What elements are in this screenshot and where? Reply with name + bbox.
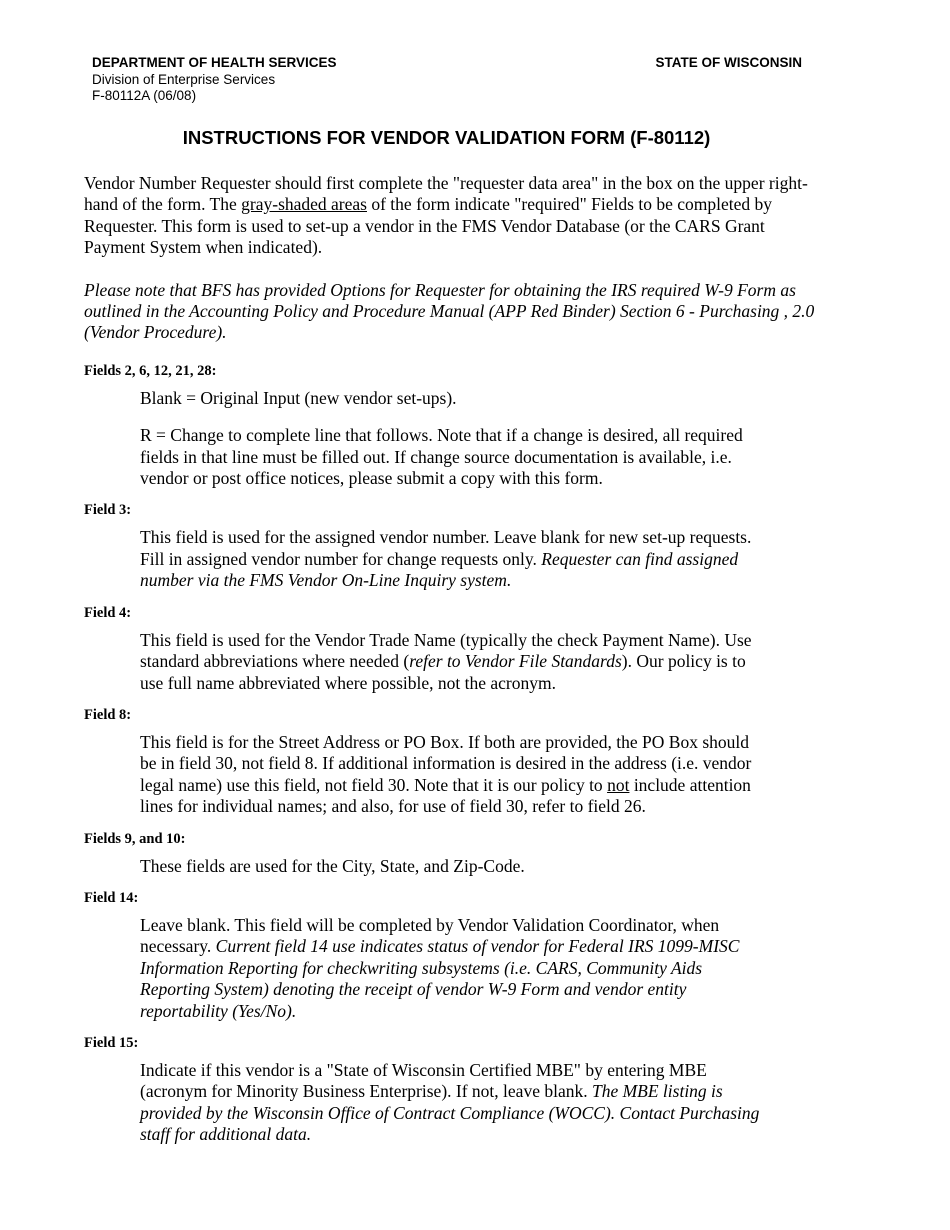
field-heading-14: Field 14: xyxy=(84,889,139,906)
division-name: Division of Enterprise Services xyxy=(92,71,276,87)
field-2-r-text: R = Change to complete line that follows. Note that if a change is desired, all required fields in that line must be filled out. If change source documentation is available, i.e. vendor or post office notices, please submit a copy with this form. xyxy=(140,425,743,489)
field-14-text: Leave blank. This field will be completed by Vendor Validation Coordinator, when necessary. Current field 14 use indicates status of vendor for Federal IRS 1099-MISC Information Reporting for checkwriting subsystems (i.e. CARS, Community Aids Reporting System) denoting the receipt of vendor W-9 Form and vendor entity reportability (Yes/No). xyxy=(140,914,740,1021)
field-8-text: This field is for the Street Address or PO Box. If both are provided, the PO Box should be in field 30, not field 8. If additional information is desired in the address (i.e. vendor legal name) use this field, not field 30. Note that it is our policy to not include attention lines for individual names; and also, for use of field 30, refer to field 26. xyxy=(140,731,752,817)
field-heading-4: Field 4: xyxy=(84,604,132,621)
state-name: STATE OF WISCONSIN xyxy=(655,55,802,70)
form-number: F-80112A (06/08) xyxy=(92,88,197,103)
field-4-text: This field is used for the Vendor Trade Name (typically the check Payment Name). Use standard abbreviations where needed (refer to Vendor File Standards). Our policy is to use full name abbreviated where possible, not the acronym. xyxy=(140,629,752,693)
department-name: DEPARTMENT OF HEALTH SERVICES xyxy=(92,55,337,70)
field-heading-8: Field 8: xyxy=(84,706,132,723)
field-9-10-text: These fields are used for the City, State, and Zip-Code. xyxy=(140,855,525,876)
field-3-text: This field is used for the assigned vendor number. Leave blank for new set-up requests. Fill in assigned vendor number for change requests only. Requester can find assigned number via the FMS Vendor On-Line Inquiry system. xyxy=(140,527,752,591)
document-header xyxy=(92,55,802,105)
field-heading-9-10: Fields 9, and 10: xyxy=(84,830,186,847)
field-heading-2: Fields 2, 6, 12, 21, 28: xyxy=(84,362,217,379)
field-2-blank-text: Blank = Original Input (new vendor set-ups). xyxy=(140,387,457,408)
gray-shaded-link-text: gray-shaded areas xyxy=(241,194,367,215)
document-body xyxy=(84,173,824,1158)
field-heading-15: Field 15: xyxy=(84,1034,139,1051)
page-title: INSTRUCTIONS FOR VENDOR VALIDATION FORM (F-80112) xyxy=(182,127,711,148)
field-heading-3: Field 3: xyxy=(84,502,132,519)
field-15-text: Indicate if this vendor is a "State of Wisconsin Certified MBE" by entering MBE (acronym for Minority Business Enterprise). If not, leave blank. The MBE listing is provided by the Wisconsin Office of Contract Compliance (WOCC). Contact Purchasing staff for additional data. xyxy=(140,1059,760,1145)
note-paragraph: Please note that BFS has provided Options for Requester for obtaining the IRS required W-9 Form as outlined in the Accounting Policy and Procedure Manual (APP Red Binder) Section 6 - Purchasing , 2.0 (Vendor Procedure). xyxy=(84,279,815,343)
intro-paragraph: Vendor Number Requester should first complete the "requester data area" in the box on the upper right-hand of the form. The gray-shaded areas of the form indicate "required" Fields to be completed by Requester. This form is used to set-up a vendor in the FMS Vendor Database (or the CARS Grant Payment System when indicated). xyxy=(84,173,808,258)
